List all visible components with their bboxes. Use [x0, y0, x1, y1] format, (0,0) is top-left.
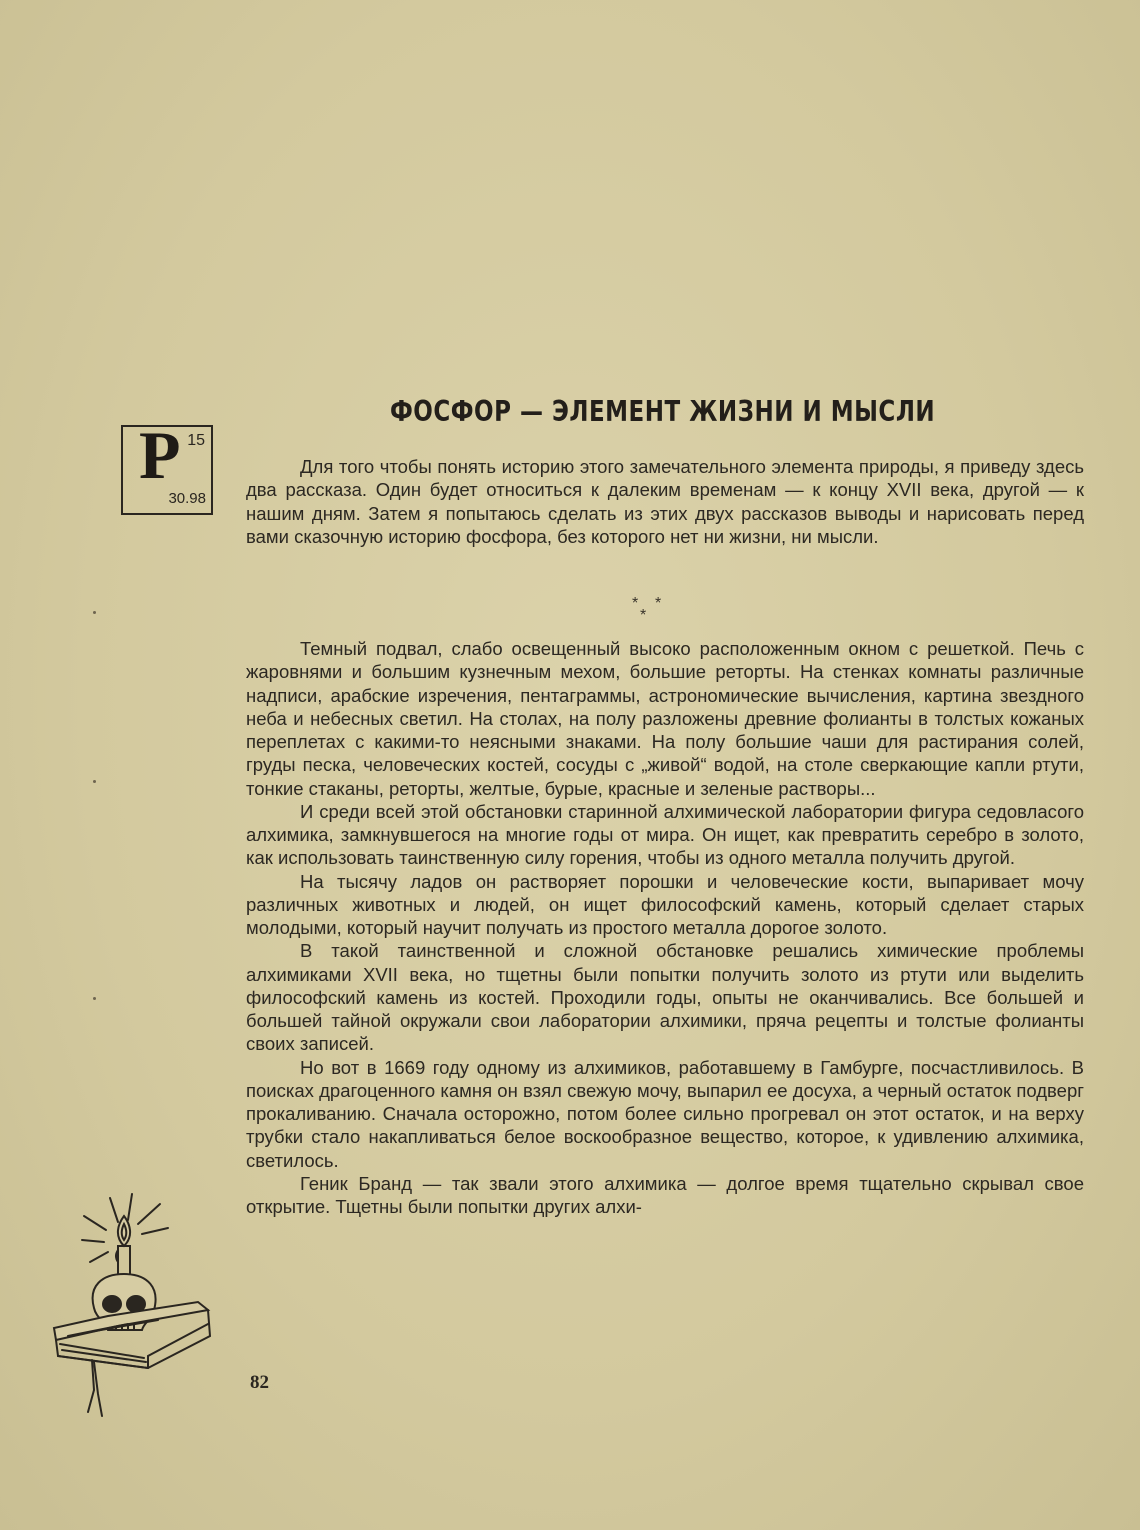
- skull-candle-book-illustration: [48, 1190, 218, 1420]
- intro-paragraph-block: [246, 455, 1084, 548]
- paragraph: Но вот в 1669 году одному из алхимиков, работавшему в Гамбурге, посчастливилось. В поисках драгоценного камня он взял свежую мочу, выпарил ее досуха, а черный остаток подверг прокаливанию. Сначала осторожно, потом более сильно прогревал он этот остаток, и на верху трубки стало накапливаться белое воскообразное вещество, которое, к удивлению алхимика, светилось.: [246, 1056, 1084, 1171]
- paper-speck: [93, 997, 96, 1000]
- element-tile: [121, 417, 213, 515]
- intro-paragraph: Для того чтобы понять историю этого замечательного элемента природы, я приведу здесь два рассказа. Один будет относиться к далеким временам — к концу XVII века, другой — к нашим дням. Затем я попытаюсь сделать из этих двух рассказов выводы и нарисовать перед вами сказочную историю фосфора, без которого нет ни жизни, ни мысли.: [246, 456, 1084, 547]
- chapter-title: ФОСФОР — ЭЛЕМЕНТ ЖИЗНИ И МЫСЛИ: [390, 396, 936, 429]
- paragraph: На тысячу ладов он растворяет порошки и человеческие кости, выпаривает мочу различных животных и людей, он ищет философский камень, который сделает старых молодыми, который научит получать из простого металла дорогое золото.: [246, 870, 1084, 938]
- atomic-number: 15: [187, 432, 205, 449]
- paragraph: И среди всей этой обстановки старинной алхимической лаборатории фигура седовласого алхимика, замкнувшегося на многие годы от мира. Он ищет, как превратить серебро в золото, как использовать таинственную силу горения, чтобы из одного металла получить другой.: [246, 800, 1084, 869]
- light-ray: [142, 1228, 168, 1234]
- paper-speck: [93, 611, 96, 614]
- light-ray: [128, 1194, 132, 1220]
- separator-star: *: [640, 607, 647, 624]
- paper-speck: [93, 780, 96, 783]
- element-symbol: P: [139, 417, 181, 493]
- light-ray: [110, 1198, 118, 1222]
- light-ray: [90, 1252, 108, 1262]
- separator-star: *: [632, 595, 639, 612]
- paragraph: В такой таинственной и сложной обстановке решались химические проблемы алхимиками XVII века, но тщетны были попытки получить золото из ртути или выделить философский камень из костей. Проходили годы, опыты не оканчивались. Все большей и большей тайной окружали свои лаборатории алхимики, пряча рецепты и толстые фолианты своих записей.: [246, 940, 1084, 1055]
- light-ray: [82, 1240, 104, 1242]
- light-ray: [138, 1204, 160, 1224]
- page-number: 82: [250, 1372, 269, 1393]
- paragraph: Темный подвал, слабо освещенный высоко расположенным окном с решеткой. Печь с жаровнями и большим кузнечным мехом, большие реторты. На стенках комнаты различные надписи, арабские изречения, пентаграммы, астрономические вычисления, картина звездного неба и небесных светил. На столах, на полу разложены древние фолианты в толстых кожаных переплетах с какими-то неясными знаками. На полу большие чаши для растирания солей, груды песка, человеческих костей, сосуды с „живой“ водой, на столе сверкающие капли ртути, тонкие стаканы, реторты, желтые, бурые, красные и зеленые растворы...: [246, 638, 1084, 799]
- paragraph: Геник Бранд — так звали этого алхимика — долгое время тщательно скрывал свое открытие. Тщетны были попытки других алхи-: [246, 1172, 1084, 1217]
- atomic-mass: 30.98: [168, 490, 206, 507]
- light-ray: [84, 1216, 106, 1230]
- separator-star: *: [655, 595, 662, 612]
- body-text: [246, 637, 1084, 1218]
